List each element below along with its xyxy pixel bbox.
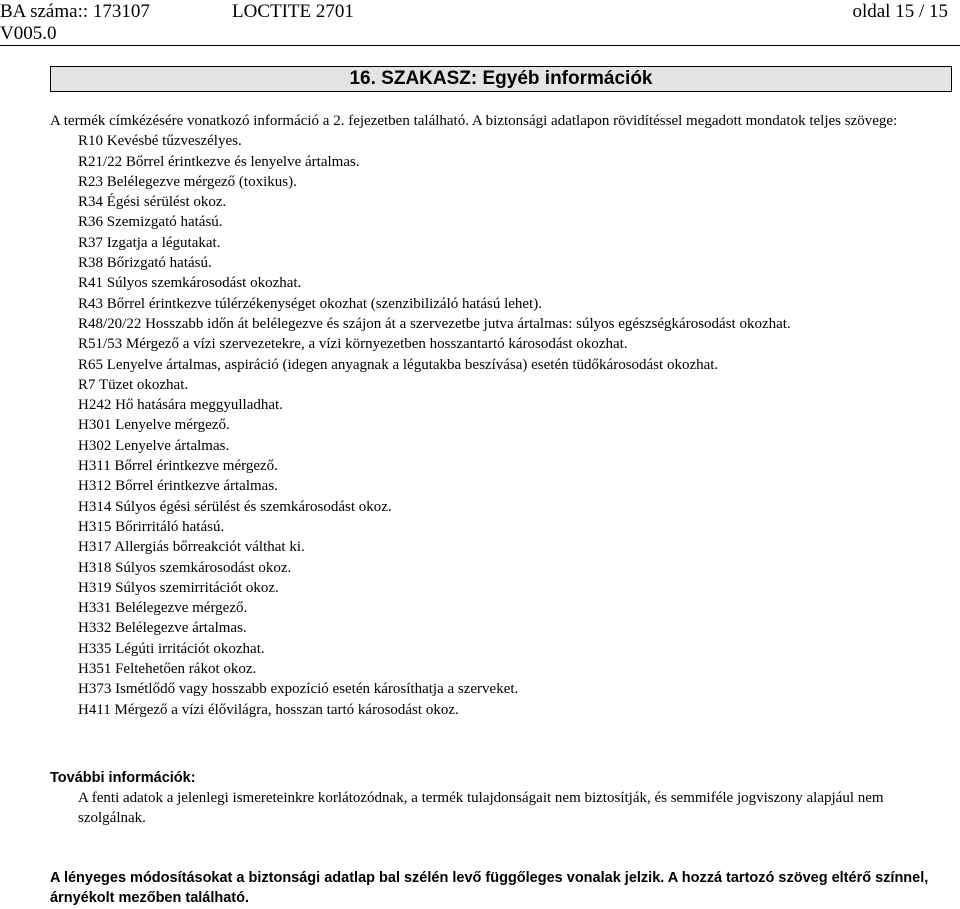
more-info-text: A fenti adatok a jelenlegi ismereteinkre korlátozódnak, a termék tulajdonságait nem biztosítják, és semmiféle jogviszony alapjául nem szolgálnak. bbox=[78, 790, 884, 826]
phrase-item: H301 Lenyelve mérgező. bbox=[78, 417, 230, 434]
phrase-item: H314 Súlyos égési sérülést és szemkárosodást okoz. bbox=[78, 498, 392, 515]
intro-paragraph: A termék címkézésére vonatkozó információ a 2. fejezetben található. A biztonsági adatlapon rövidítéssel megadott mondatok teljes szövege: bbox=[50, 113, 898, 129]
phrase-item: H319 Súlyos szemirritációt okoz. bbox=[78, 579, 279, 596]
ba-number: BA száma:: 173107 bbox=[0, 1, 150, 22]
header-divider bbox=[0, 45, 960, 46]
phrase-item: R10 Kevésbé tűzveszélyes. bbox=[78, 133, 242, 150]
phrase-item: H317 Allergiás bőrreakciót válthat ki. bbox=[78, 539, 305, 556]
phrase-item: R65 Lenyelve ártalmas, aspiráció (idegen anyagnak a légutakba beszívása) esetén tüdőkárosodást okozhat. bbox=[78, 356, 719, 373]
phrase-item: H332 Belélegezve ártalmas. bbox=[78, 620, 247, 637]
page-number: oldal 15 / 15 bbox=[852, 1, 948, 22]
product-name: LOCTITE 2701 bbox=[232, 1, 354, 22]
page-header bbox=[0, 0, 960, 46]
phrase-item: H312 Bőrrel érintkezve ártalmas. bbox=[78, 478, 278, 495]
phrase-item: H242 Hő hatására meggyulladhat. bbox=[78, 397, 283, 414]
phrase-list bbox=[50, 131, 930, 720]
phrase-item: R34 Égési sérülést okoz. bbox=[78, 194, 227, 211]
phrase-item: R48/20/22 Hosszabb időn át belélegezve és szájon át a szervezetbe jutva ártalmas: súlyos egészségkárosodást okozhat. bbox=[78, 315, 791, 332]
revision-note: A lényeges módosításokat a biztonsági adatlap bal szélén levő függőleges vonalak jelzik. A hozzá tartozó szöveg eltérő színnel, árnyékolt mezőben található. bbox=[50, 870, 929, 906]
phrase-item: H335 Légúti irritációt okozhat. bbox=[78, 640, 265, 657]
phrase-item: H315 Bőrirritáló hatású. bbox=[78, 518, 225, 535]
phrase-item: R36 Szemizgató hatású. bbox=[78, 214, 223, 231]
section-content bbox=[50, 111, 930, 720]
phrase-item: R7 Tüzet okozhat. bbox=[78, 376, 189, 393]
section-title: 16. SZAKASZ: Egyéb információk bbox=[50, 66, 952, 92]
phrase-item: H411 Mérgező a vízi élővilágra, hosszan tartó károsodást okoz. bbox=[78, 701, 459, 718]
phrase-item: H302 Lenyelve ártalmas. bbox=[78, 437, 230, 454]
phrase-item: H311 Bőrrel érintkezve mérgező. bbox=[78, 458, 278, 475]
phrase-item: R37 Izgatja a légutakat. bbox=[78, 234, 221, 251]
phrase-item: H331 Belélegezve mérgező. bbox=[78, 600, 248, 617]
version-number: V005.0 bbox=[0, 23, 57, 44]
phrase-item: R43 Bőrrel érintkezve túlérzékenységet okozhat (szenzibilizáló hatású lehet). bbox=[78, 295, 542, 312]
more-info-heading: További információk: bbox=[50, 770, 196, 786]
phrase-item: R38 Bőrizgató hatású. bbox=[78, 255, 212, 272]
phrase-item: H318 Súlyos szemkárosodást okoz. bbox=[78, 559, 292, 576]
phrase-item: R23 Belélegezve mérgező (toxikus). bbox=[78, 173, 297, 190]
phrase-item: H373 Ismétlődő vagy hosszabb expozíció esetén károsíthatja a szerveket. bbox=[78, 681, 519, 698]
phrase-item: R21/22 Bőrrel érintkezve és lenyelve ártalmas. bbox=[78, 153, 360, 170]
phrase-item: R41 Súlyos szemkárosodást okozhat. bbox=[78, 275, 302, 292]
phrase-item: H351 Feltehetően rákot okoz. bbox=[78, 661, 257, 678]
phrase-item: R51/53 Mérgező a vízi szervezetekre, a vízi környezetben hosszantartó károsodást okozhat. bbox=[78, 336, 628, 353]
